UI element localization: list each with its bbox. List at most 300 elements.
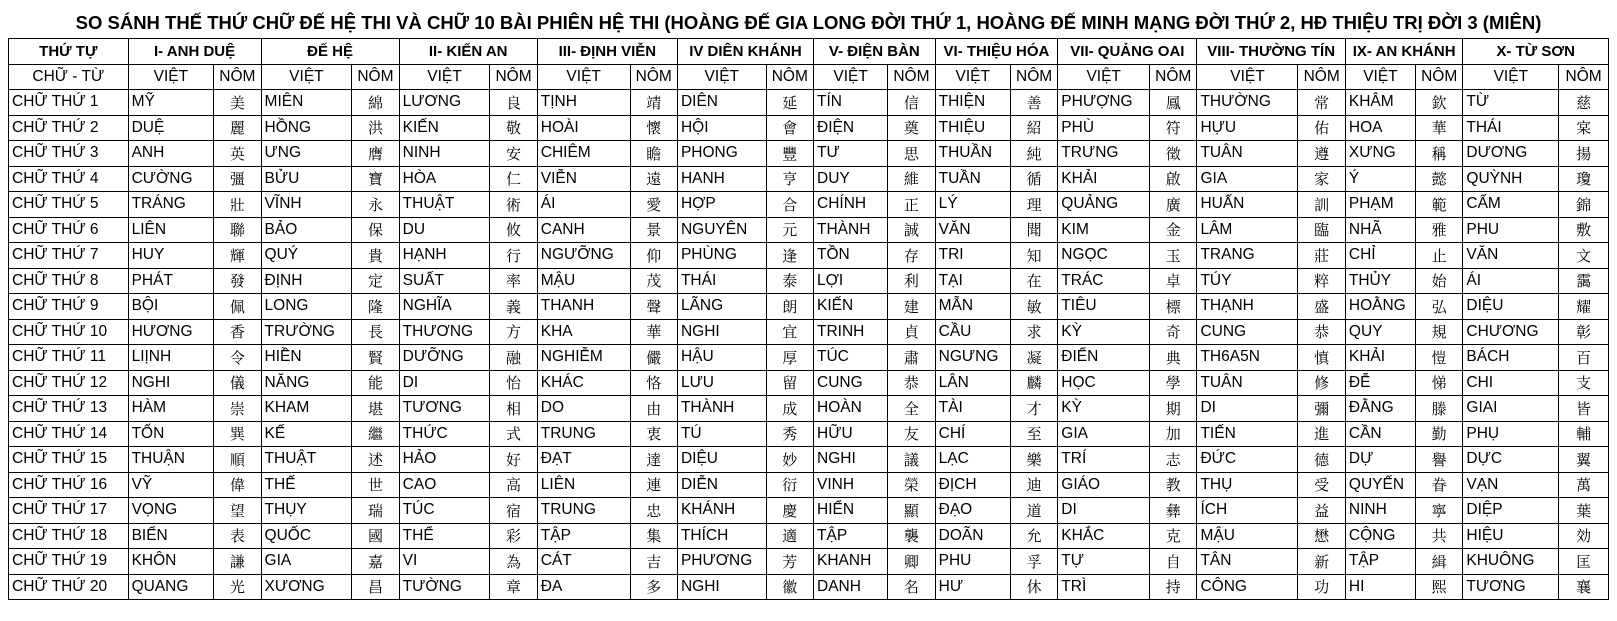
cell-nom: 妙 xyxy=(766,447,813,473)
cell-nom: 規 xyxy=(1415,319,1462,345)
cell-viet: TỒN xyxy=(814,243,888,269)
cell-nom: 理 xyxy=(1010,192,1057,218)
sub-header-nom: NÔM xyxy=(1415,64,1462,90)
column-header-group: VIII- THƯỜNG TÍN xyxy=(1197,39,1345,65)
cell-viet: LƯU xyxy=(677,370,766,396)
cell-nom: 卿 xyxy=(888,549,935,575)
cell-nom: 豐 xyxy=(766,141,813,167)
cell-nom: 稱 xyxy=(1415,141,1462,167)
cell-nom: 彌 xyxy=(1298,396,1345,422)
cell-nom: 奇 xyxy=(1150,319,1197,345)
cell-nom: 揚 xyxy=(1559,141,1609,167)
cell-viet: QUỐC xyxy=(261,523,352,549)
row-label: CHỮ THỨ 17 xyxy=(9,498,129,524)
cell-viet: VẠN xyxy=(1463,472,1559,498)
cell-nom: 輔 xyxy=(1559,421,1609,447)
cell-nom: 正 xyxy=(888,192,935,218)
cell-viet: TÀI xyxy=(935,396,1010,422)
cell-nom: 慶 xyxy=(766,498,813,524)
cell-viet: THỦY xyxy=(1345,268,1415,294)
cell-nom: 悌 xyxy=(1415,370,1462,396)
cell-nom: 利 xyxy=(888,268,935,294)
cell-viet: BÁCH xyxy=(1463,345,1559,371)
cell-viet: NGHI xyxy=(677,574,766,600)
cell-nom: 多 xyxy=(630,574,677,600)
cell-viet: TÚC xyxy=(814,345,888,371)
cell-nom: 為 xyxy=(490,549,537,575)
cell-nom: 維 xyxy=(888,166,935,192)
cell-viet: ĐIỂN xyxy=(1058,345,1150,371)
table-row xyxy=(9,396,1609,422)
cell-nom: 支 xyxy=(1559,370,1609,396)
cell-viet: LONG xyxy=(261,294,352,320)
cell-nom: 信 xyxy=(888,90,935,116)
column-header-group: X- TỪ SƠN xyxy=(1463,39,1609,65)
sub-header-nom: NÔM xyxy=(1150,64,1197,90)
row-label: CHỮ THỨ 11 xyxy=(9,345,129,371)
cell-nom: 懷 xyxy=(630,115,677,141)
cell-nom: 愷 xyxy=(1415,345,1462,371)
cell-viet: ĐỨC xyxy=(1197,447,1298,473)
cell-viet: THUẬT xyxy=(261,447,352,473)
cell-nom: 德 xyxy=(1298,447,1345,473)
cell-nom: 堪 xyxy=(352,396,399,422)
cell-nom: 洪 xyxy=(352,115,399,141)
cell-nom: 翼 xyxy=(1559,447,1609,473)
cell-nom: 章 xyxy=(490,574,537,600)
cell-nom: 連 xyxy=(630,472,677,498)
sub-header-viet: VIỆT xyxy=(1463,64,1559,90)
cell-nom: 彊 xyxy=(214,166,261,192)
cell-nom: 懿 xyxy=(1415,166,1462,192)
cell-nom: 家 xyxy=(1298,166,1345,192)
cell-nom: 樂 xyxy=(1010,447,1057,473)
cell-viet: BỬU xyxy=(261,166,352,192)
cell-nom: 思 xyxy=(888,141,935,167)
cell-nom: 隆 xyxy=(352,294,399,320)
cell-nom: 敬 xyxy=(490,115,537,141)
cell-viet: DO xyxy=(537,396,630,422)
cell-nom: 香 xyxy=(214,319,261,345)
cell-nom: 全 xyxy=(888,396,935,422)
cell-viet: ÁI xyxy=(537,192,630,218)
cell-viet: CHI xyxy=(1463,370,1559,396)
row-label: CHỮ THỨ 18 xyxy=(9,523,129,549)
cell-viet: TRÁNG xyxy=(128,192,214,218)
sub-header-viet: VIỆT xyxy=(1345,64,1415,90)
sub-header-row xyxy=(9,64,1609,90)
cell-viet: NĂNG xyxy=(261,370,352,396)
cell-viet: HỢP xyxy=(677,192,766,218)
cell-viet: DƯƠNG xyxy=(1463,141,1559,167)
cell-viet: TRUNG xyxy=(537,421,630,447)
cell-viet: CUNG xyxy=(814,370,888,396)
cell-nom: 集 xyxy=(630,523,677,549)
cell-nom: 順 xyxy=(214,447,261,473)
cell-nom: 自 xyxy=(1150,549,1197,575)
cell-viet: HIỆU xyxy=(1463,523,1559,549)
cell-nom: 光 xyxy=(214,574,261,600)
cell-nom: 克 xyxy=(1150,523,1197,549)
cell-viet: THỂ xyxy=(399,523,490,549)
cell-viet: HUẤN xyxy=(1197,192,1298,218)
cell-viet: TRƯỜNG xyxy=(261,319,352,345)
cell-viet: MẪN xyxy=(935,294,1010,320)
cell-viet: PHẠM xyxy=(1345,192,1415,218)
cell-nom: 欽 xyxy=(1415,90,1462,116)
cell-nom: 崇 xyxy=(214,396,261,422)
cell-nom: 衍 xyxy=(766,472,813,498)
cell-nom: 純 xyxy=(1010,141,1057,167)
cell-nom: 長 xyxy=(352,319,399,345)
cell-viet: TỐN xyxy=(128,421,214,447)
cell-nom: 美 xyxy=(214,90,261,116)
cell-nom: 訓 xyxy=(1298,192,1345,218)
cell-nom: 莊 xyxy=(1298,243,1345,269)
cell-viet: KHÁNH xyxy=(677,498,766,524)
cell-viet: TH6A5N xyxy=(1197,345,1298,371)
cell-viet: HUY xyxy=(128,243,214,269)
cell-nom: 敷 xyxy=(1559,217,1609,243)
cell-nom: 述 xyxy=(352,447,399,473)
cell-nom: 進 xyxy=(1298,421,1345,447)
row-label: CHỮ THỨ 8 xyxy=(9,268,129,294)
cell-viet: VI xyxy=(399,549,490,575)
cell-viet: NINH xyxy=(399,141,490,167)
cell-nom: 標 xyxy=(1150,294,1197,320)
cell-viet: HẠNH xyxy=(399,243,490,269)
cell-nom: 効 xyxy=(1559,523,1609,549)
cell-viet: HANH xyxy=(677,166,766,192)
cell-viet: ANH xyxy=(128,141,214,167)
cell-viet: DU xyxy=(399,217,490,243)
cell-nom: 儀 xyxy=(214,370,261,396)
cell-nom: 萬 xyxy=(1559,472,1609,498)
cell-viet: BẢO xyxy=(261,217,352,243)
cell-nom: 忠 xyxy=(630,498,677,524)
cell-nom: 恪 xyxy=(630,370,677,396)
cell-nom: 學 xyxy=(1150,370,1197,396)
cell-nom: 怡 xyxy=(490,370,537,396)
cell-viet: HƯƠNG xyxy=(128,319,214,345)
cell-nom: 攸 xyxy=(490,217,537,243)
cell-nom: 襄 xyxy=(1559,574,1609,600)
row-label: CHỮ THỨ 12 xyxy=(9,370,129,396)
cell-nom: 瓊 xyxy=(1559,166,1609,192)
cell-viet: LÃNG xyxy=(677,294,766,320)
cell-viet: VĂN xyxy=(1463,243,1559,269)
cell-viet: QUYẾN xyxy=(1345,472,1415,498)
column-header-group: IX- AN KHÁNH xyxy=(1345,39,1463,65)
cell-nom: 範 xyxy=(1415,192,1462,218)
cell-nom: 止 xyxy=(1415,243,1462,269)
cell-viet: THIỆU xyxy=(935,115,1010,141)
cell-nom: 建 xyxy=(888,294,935,320)
table-row xyxy=(9,421,1609,447)
cell-viet: SUẤT xyxy=(399,268,490,294)
cell-viet: NGHI xyxy=(677,319,766,345)
column-header-group: IV DIÊN KHÁNH xyxy=(677,39,813,65)
cell-nom: 孚 xyxy=(1010,549,1057,575)
cell-nom: 綿 xyxy=(352,90,399,116)
cell-viet: KHẮC xyxy=(1058,523,1150,549)
cell-viet: NGƯỠNG xyxy=(537,243,630,269)
cell-viet: XƯNG xyxy=(1345,141,1415,167)
cell-viet: GIÁO xyxy=(1058,472,1150,498)
cell-viet: CÁT xyxy=(537,549,630,575)
cell-viet: DUY xyxy=(814,166,888,192)
cell-nom: 瑞 xyxy=(352,498,399,524)
cell-viet: DIỄN xyxy=(677,472,766,498)
cell-viet: ĐỊNH xyxy=(261,268,352,294)
cell-viet: DƯỠNG xyxy=(399,345,490,371)
cell-viet: NINH xyxy=(1345,498,1415,524)
cell-nom: 志 xyxy=(1150,447,1197,473)
cell-nom: 知 xyxy=(1010,243,1057,269)
cell-nom: 匡 xyxy=(1559,549,1609,575)
cell-nom: 顯 xyxy=(888,498,935,524)
cell-nom: 金 xyxy=(1150,217,1197,243)
cell-viet: VĨNH xyxy=(261,192,352,218)
sub-header-viet: VIỆT xyxy=(261,64,352,90)
cell-nom: 永 xyxy=(352,192,399,218)
cell-viet: TRÌ xyxy=(1058,574,1150,600)
cell-viet: CÔNG xyxy=(1197,574,1298,600)
cell-nom: 儼 xyxy=(630,345,677,371)
cell-viet: NGƯNG xyxy=(935,345,1010,371)
cell-viet: VINH xyxy=(814,472,888,498)
cell-nom: 典 xyxy=(1150,345,1197,371)
cell-nom: 佩 xyxy=(214,294,261,320)
row-label: CHỮ THỨ 15 xyxy=(9,447,129,473)
cell-viet: CAO xyxy=(399,472,490,498)
cell-nom: 衷 xyxy=(630,421,677,447)
cell-nom: 襲 xyxy=(888,523,935,549)
cell-nom: 受 xyxy=(1298,472,1345,498)
sub-header-viet: VIỆT xyxy=(399,64,490,90)
cell-nom: 加 xyxy=(1150,421,1197,447)
cell-viet: TRÁC xyxy=(1058,268,1150,294)
cell-viet: DIÊN xyxy=(677,90,766,116)
cell-viet: MẬU xyxy=(1197,523,1298,549)
sub-header-nom: NÔM xyxy=(1559,64,1609,90)
row-label: CHỮ THỨ 3 xyxy=(9,141,129,167)
cell-viet: THUẬT xyxy=(399,192,490,218)
cell-nom: 迪 xyxy=(1010,472,1057,498)
cell-viet: THỤY xyxy=(261,498,352,524)
table-row xyxy=(9,268,1609,294)
cell-nom: 行 xyxy=(490,243,537,269)
cell-viet: TƯƠNG xyxy=(1463,574,1559,600)
cell-viet: TỊNH xyxy=(537,90,630,116)
cell-viet: THƯỜNG xyxy=(1197,90,1298,116)
cell-nom: 期 xyxy=(1150,396,1197,422)
cell-nom: 合 xyxy=(766,192,813,218)
cell-nom: 彝 xyxy=(1150,498,1197,524)
table-row xyxy=(9,319,1609,345)
sub-header-nom: NÔM xyxy=(1298,64,1345,90)
cell-nom: 良 xyxy=(490,90,537,116)
table-row xyxy=(9,523,1609,549)
cell-nom: 愛 xyxy=(630,192,677,218)
cell-nom: 義 xyxy=(490,294,537,320)
cell-nom: 徽 xyxy=(766,574,813,600)
cell-nom: 秀 xyxy=(766,421,813,447)
cell-viet: TÚ xyxy=(677,421,766,447)
column-header-group: II- KIẾN AN xyxy=(399,39,537,65)
cell-viet: CẦN xyxy=(1345,421,1415,447)
cell-nom: 麟 xyxy=(1010,370,1057,396)
cell-viet: HẢO xyxy=(399,447,490,473)
cell-nom: 賢 xyxy=(352,345,399,371)
cell-nom: 慈 xyxy=(1559,90,1609,116)
cell-nom: 存 xyxy=(888,243,935,269)
cell-nom: 嘉 xyxy=(352,549,399,575)
cell-viet: NGHIỄM xyxy=(537,345,630,371)
cell-viet: HỮU xyxy=(814,421,888,447)
cell-nom: 能 xyxy=(352,370,399,396)
sub-header-nom: NÔM xyxy=(630,64,677,90)
cell-nom: 名 xyxy=(888,574,935,600)
cell-viet: TRUNG xyxy=(537,498,630,524)
cell-nom: 常 xyxy=(1298,90,1345,116)
cell-nom: 發 xyxy=(214,268,261,294)
cell-nom: 百 xyxy=(1559,345,1609,371)
cell-viet: CƯỜNG xyxy=(128,166,214,192)
cell-nom: 延 xyxy=(766,90,813,116)
cell-nom: 聲 xyxy=(630,294,677,320)
cell-viet: QUẢNG xyxy=(1058,192,1150,218)
cell-nom: 令 xyxy=(214,345,261,371)
column-header-group: I- ANH DUỆ xyxy=(128,39,261,65)
cell-nom: 宿 xyxy=(490,498,537,524)
cell-viet: CANH xyxy=(537,217,630,243)
row-label: CHỮ THỨ 10 xyxy=(9,319,129,345)
cell-viet: QUY xyxy=(1345,319,1415,345)
sub-header-viet: VIỆT xyxy=(1197,64,1298,90)
cell-viet: TIẾN xyxy=(1197,421,1298,447)
cell-viet: NHÃ xyxy=(1345,217,1415,243)
cell-viet: THANH xyxy=(537,294,630,320)
row-label: CHỮ THỨ 1 xyxy=(9,90,129,116)
cell-nom: 茂 xyxy=(630,268,677,294)
cell-nom: 由 xyxy=(630,396,677,422)
cell-viet: TUÂN xyxy=(1197,141,1298,167)
cell-nom: 謙 xyxy=(214,549,261,575)
cell-viet: KẾ xyxy=(261,421,352,447)
cell-viet: BIỂN xyxy=(128,523,214,549)
table-row xyxy=(9,447,1609,473)
cell-nom: 榮 xyxy=(888,472,935,498)
sub-header-nom: NÔM xyxy=(888,64,935,90)
cell-nom: 慎 xyxy=(1298,345,1345,371)
cell-viet: THÀNH xyxy=(677,396,766,422)
cell-nom: 安 xyxy=(490,141,537,167)
cell-viet: DIỆU xyxy=(677,447,766,473)
cell-nom: 徵 xyxy=(1150,141,1197,167)
cell-nom: 鳳 xyxy=(1150,90,1197,116)
cell-nom: 奠 xyxy=(888,115,935,141)
cell-nom: 允 xyxy=(1010,523,1057,549)
cell-nom: 宜 xyxy=(766,319,813,345)
cell-nom: 文 xyxy=(1559,243,1609,269)
cell-viet: KỲ xyxy=(1058,396,1150,422)
cell-nom: 華 xyxy=(1415,115,1462,141)
cell-nom: 符 xyxy=(1150,115,1197,141)
cell-viet: PHONG xyxy=(677,141,766,167)
cell-nom: 休 xyxy=(1010,574,1057,600)
cell-viet: BỘI xyxy=(128,294,214,320)
cell-viet: KHANH xyxy=(814,549,888,575)
cell-nom: 在 xyxy=(1010,268,1057,294)
sub-header-nom: NÔM xyxy=(214,64,261,90)
cell-viet: PHỤ xyxy=(1463,421,1559,447)
cell-viet: KHÔN xyxy=(128,549,214,575)
cell-viet: DI xyxy=(1058,498,1150,524)
cell-nom: 聯 xyxy=(214,217,261,243)
cell-nom: 貴 xyxy=(352,243,399,269)
cell-nom: 靄 xyxy=(1559,268,1609,294)
cell-viet: NGUYÊN xyxy=(677,217,766,243)
row-label: CHỮ THỨ 7 xyxy=(9,243,129,269)
cell-viet: PHƯƠNG xyxy=(677,549,766,575)
cell-nom: 率 xyxy=(490,268,537,294)
cell-nom: 表 xyxy=(214,523,261,549)
table-row xyxy=(9,498,1609,524)
cell-nom: 至 xyxy=(1010,421,1057,447)
cell-viet: GIA xyxy=(1058,421,1150,447)
sub-header-label: CHỮ - TỪ xyxy=(9,64,129,90)
cell-nom: 仁 xyxy=(490,166,537,192)
cell-viet: HỰU xyxy=(1197,115,1298,141)
cell-nom: 皆 xyxy=(1559,396,1609,422)
cell-nom: 循 xyxy=(1010,166,1057,192)
page-title: SO SÁNH THẾ THỨ CHỮ ĐẾ HỆ THI VÀ CHỮ 10 BÀI PHIÊN HỆ THI (HOÀNG ĐẾ GIA LONG ĐỜI THỨ 1, HOÀNG ĐẾ MINH MẠNG ĐỜI THỨ 2, HĐ THIỆU TRỊ ĐỜI 3 (MIÊN) xyxy=(75,12,1542,33)
cell-nom: 融 xyxy=(490,345,537,371)
cell-nom: 泰 xyxy=(766,268,813,294)
column-header-group: ĐẾ HỆ xyxy=(261,39,399,65)
cell-nom: 熙 xyxy=(1415,574,1462,600)
cell-viet: PHÙNG xyxy=(677,243,766,269)
cell-viet: THIỆN xyxy=(935,90,1010,116)
cell-nom: 厚 xyxy=(766,345,813,371)
row-label: CHỮ THỨ 5 xyxy=(9,192,129,218)
sub-header-viet: VIỆT xyxy=(935,64,1010,90)
cell-viet: TƯỜNG xyxy=(399,574,490,600)
cell-viet: DỰ xyxy=(1345,447,1415,473)
cell-viet: THỨC xyxy=(399,421,490,447)
cell-nom: 世 xyxy=(352,472,399,498)
cell-nom: 道 xyxy=(1010,498,1057,524)
cell-nom: 貞 xyxy=(888,319,935,345)
cell-nom: 國 xyxy=(352,523,399,549)
cell-viet: PHƯỢNG xyxy=(1058,90,1150,116)
cell-nom: 定 xyxy=(352,268,399,294)
cell-viet: LIÊN xyxy=(128,217,214,243)
cell-nom: 卓 xyxy=(1150,268,1197,294)
cell-viet: CỘNG xyxy=(1345,523,1415,549)
cell-viet: PHU xyxy=(935,549,1010,575)
cell-viet: TƯ xyxy=(814,141,888,167)
table-row xyxy=(9,472,1609,498)
cell-nom: 膺 xyxy=(352,141,399,167)
cell-viet: CẨM xyxy=(1463,192,1559,218)
cell-viet: MIÊN xyxy=(261,90,352,116)
cell-nom: 葉 xyxy=(1559,498,1609,524)
cell-nom: 式 xyxy=(490,421,537,447)
cell-viet: HỌC xyxy=(1058,370,1150,396)
cell-nom: 景 xyxy=(630,217,677,243)
